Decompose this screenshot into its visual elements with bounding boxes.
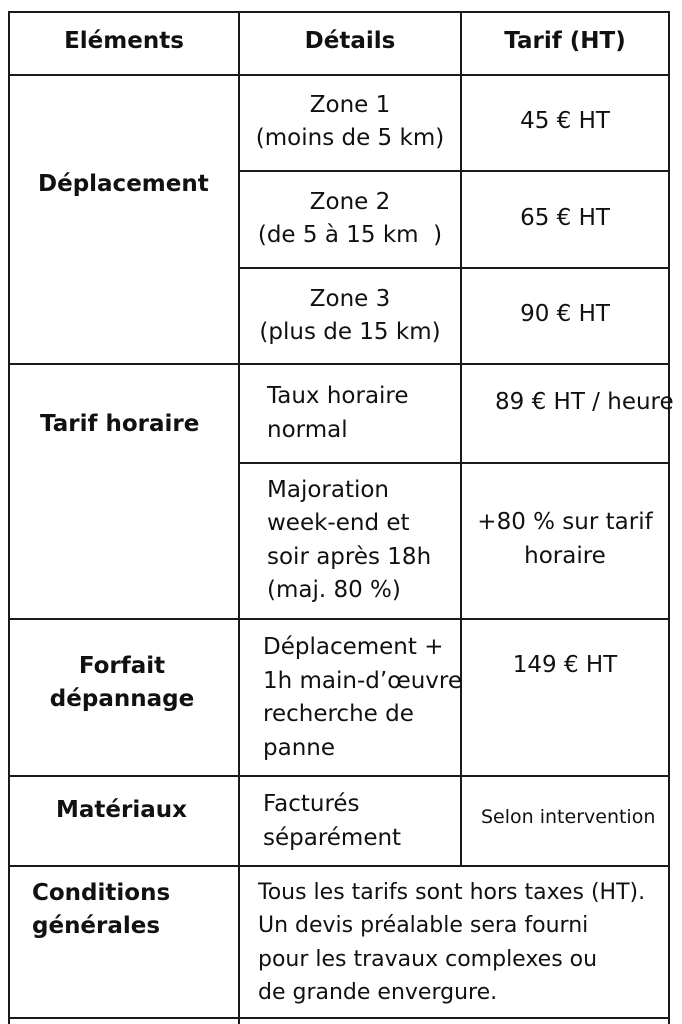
materiaux-details-line2: séparément (263, 825, 402, 851)
forfait-label-line1: Forfait (78, 653, 166, 679)
materiaux-details-line1: Facturés (263, 791, 360, 817)
header-details: Détails (304, 28, 396, 54)
conditions-label-line2: générales (32, 913, 161, 939)
conditions-text-line4: de grande envergure. (258, 980, 498, 1005)
materiaux-label: Matériaux (56, 797, 187, 823)
taux-normal-bottom-border (238, 462, 670, 464)
forfait-details-line2: 1h main-d’œuvre (263, 668, 463, 694)
materiaux-bottom-border (8, 865, 670, 867)
zone3-price: 90 € HT (520, 301, 610, 327)
zone1-price: 45 € HT (520, 108, 610, 134)
forfait-price: 149 € HT (512, 652, 618, 678)
zone1-bottom-border (238, 170, 670, 172)
forfait-details-line1: Déplacement + (263, 634, 444, 660)
conditions-label-line1: Conditions (32, 880, 171, 906)
zone2-price: 65 € HT (520, 205, 610, 231)
table-right-border (668, 11, 670, 1024)
forfait-label-line2: dépannage (49, 686, 195, 712)
taux-normal-details-line2: normal (267, 417, 348, 443)
majoration-price-line2: horaire (524, 543, 606, 569)
tarif-horaire-label: Tarif horaire (40, 411, 200, 437)
deplacement-bottom-border (8, 363, 670, 365)
majoration-details-line1: Majoration (267, 477, 390, 503)
materiaux-price: Selon intervention (481, 806, 656, 828)
majoration-details-line4: (maj. 80 %) (267, 577, 401, 603)
zone1-line1: Zone 1 (309, 92, 391, 118)
taux-normal-price: 89 € HT / heure (495, 389, 674, 415)
conditions-text-line1: Tous les tarifs sont hors taxes (HT). (258, 880, 646, 905)
col1-divider (238, 11, 240, 1024)
conditions-text-line3: pour les travaux complexes ou (258, 947, 598, 972)
col2-divider-upper (460, 11, 462, 867)
zone2-bottom-border (238, 267, 670, 269)
forfait-details-line3: recherche de (263, 701, 414, 727)
zone2-line2: (de 5 à 15 km ) (257, 222, 443, 248)
forfait-bottom-border (8, 775, 670, 777)
zone1-line2: (moins de 5 km) (255, 125, 445, 151)
header-bottom-border (8, 74, 670, 76)
conditions-bottom-border (8, 1017, 670, 1019)
majoration-details-line3: soir après 18h (267, 544, 432, 570)
header-tarif: Tarif (HT) (504, 28, 626, 54)
tarif-horaire-bottom-border (8, 618, 670, 620)
forfait-details-line4: panne (263, 735, 335, 761)
zone2-line1: Zone 2 (309, 189, 391, 215)
table-left-border (8, 11, 10, 1024)
majoration-price-line1: +80 % sur tarif (477, 509, 653, 535)
table-top-border (8, 11, 670, 13)
majoration-details-line2: week-end et (267, 510, 410, 536)
zone3-line2: (plus de 15 km) (259, 319, 441, 345)
deplacement-label: Déplacement (38, 171, 209, 197)
taux-normal-details-line1: Taux horaire (267, 383, 409, 409)
zone3-line1: Zone 3 (309, 286, 391, 312)
header-elements: Eléments (64, 28, 184, 54)
conditions-text-line2: Un devis préalable sera fourni (258, 913, 589, 938)
